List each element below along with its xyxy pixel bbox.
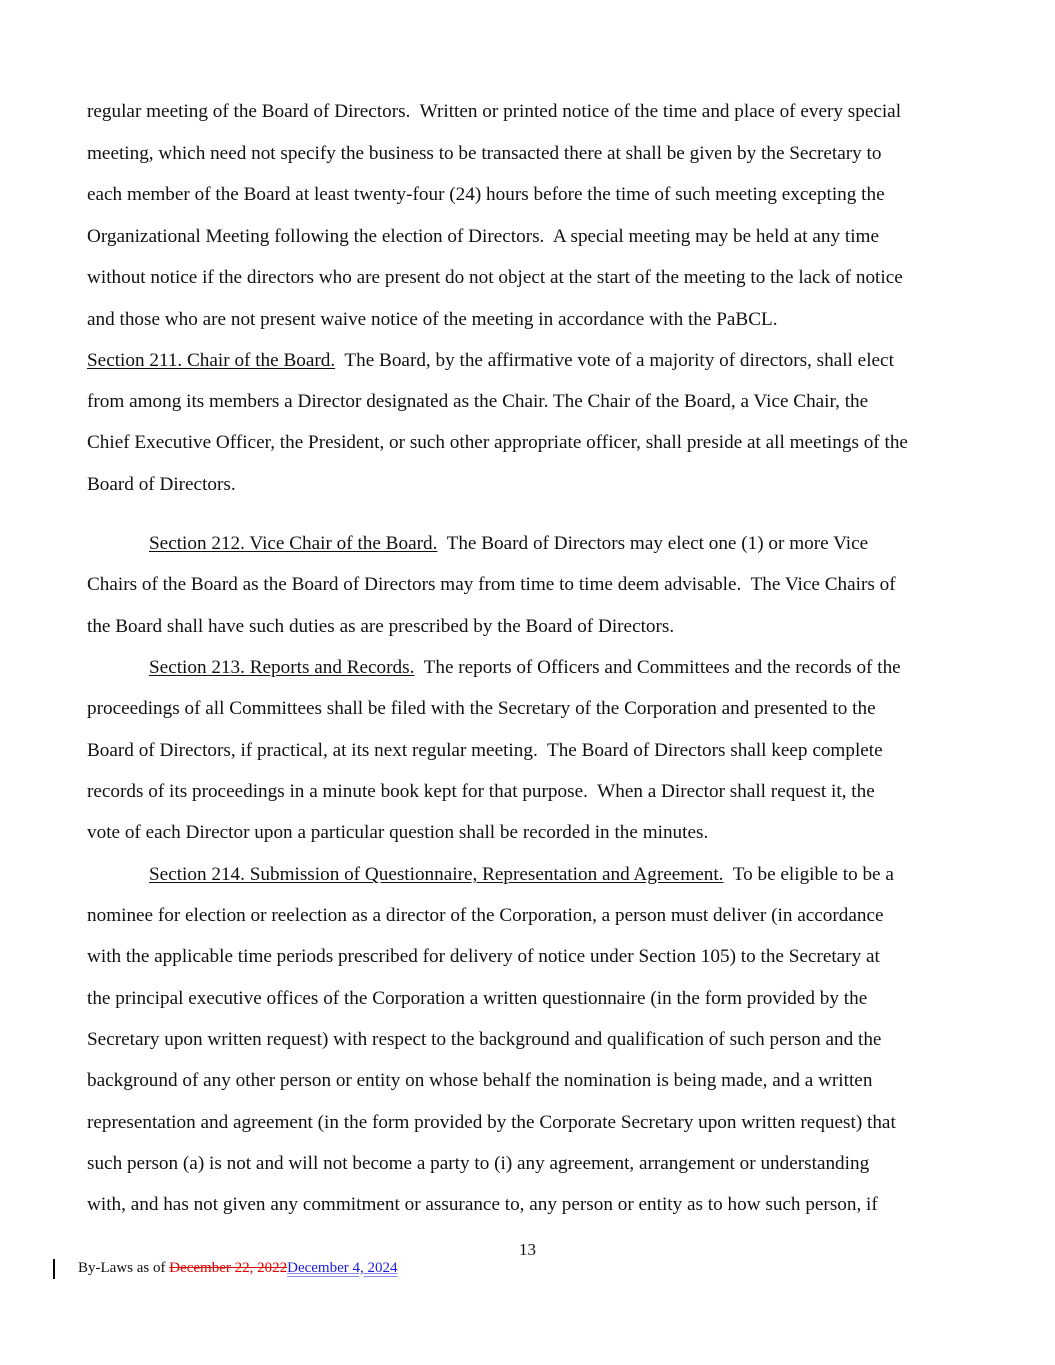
line-text: with the applicable time periods prescribed for delivery of notice under Section 105) to the Secretary at xyxy=(87,946,880,967)
line-text: To be eligible to be a xyxy=(723,864,894,885)
page-number: 13 xyxy=(519,1240,536,1259)
line-text: meeting, which need not specify the business to be transacted there at shall be given by the Secretary to xyxy=(87,143,882,164)
deleted-date: December 22, 2022 xyxy=(169,1260,288,1276)
line-text: the principal executive offices of the Corporation a written questionnaire (in the form provided by the xyxy=(87,988,868,1009)
line-text: with, and has not given any commitment or assurance to, any person or entity as to how such person, if xyxy=(87,1194,878,1215)
line-text: such person (a) is not and will not become a party to (i) any agreement, arrangement or understanding xyxy=(87,1153,870,1174)
line-text: Secretary upon written request) with respect to the background and qualification of such person and the xyxy=(87,1029,882,1050)
line-text: vote of each Director upon a particular question shall be recorded in the minutes. xyxy=(87,822,709,843)
line-text: records of its proceedings in a minute book kept for that purpose. When a Director shall request it, the xyxy=(87,781,875,802)
text-line xyxy=(87,615,674,639)
text-line xyxy=(87,780,875,804)
line-text: from among its members a Director designated as the Chair. The Chair of the Board, a Vice Chair, the xyxy=(87,391,869,412)
text-line xyxy=(87,473,236,497)
text-line xyxy=(87,697,876,721)
inserted-date: December 4, 2024 xyxy=(287,1260,398,1276)
line-text: regular meeting of the Board of Directors. Written or printed notice of the time and place of every special xyxy=(87,101,902,122)
text-line xyxy=(87,1028,881,1052)
text-line xyxy=(87,987,867,1011)
text-line xyxy=(87,266,903,290)
line-text: the Board shall have such duties as are prescribed by the Board of Directors. xyxy=(87,616,675,637)
text-line xyxy=(87,390,868,414)
text-line xyxy=(87,821,708,845)
text-line xyxy=(87,1111,896,1135)
footer-prefix: By-Laws as of xyxy=(78,1260,170,1276)
text-line xyxy=(87,739,883,763)
text-line xyxy=(87,945,880,969)
line-text: representation and agreement (in the form provided by the Corporate Secretary upon written request) that xyxy=(87,1112,896,1133)
text-line xyxy=(87,1193,878,1217)
line-text: Board of Directors. xyxy=(87,474,236,495)
text-line xyxy=(87,1152,869,1176)
section-paragraph-start xyxy=(149,656,901,680)
section-paragraph-start xyxy=(87,349,894,373)
text-line xyxy=(87,225,879,249)
line-text: Chairs of the Board as the Board of Directors may from time to time deem advisable. The Vice Chairs of xyxy=(87,574,896,595)
text-line xyxy=(87,100,901,124)
line-text: The reports of Officers and Committees and the records of the xyxy=(414,657,901,678)
text-line xyxy=(87,431,908,455)
text-line xyxy=(87,183,885,207)
line-text: nominee for election or reelection as a director of the Corporation, a person must deliver (in accordance xyxy=(87,905,884,926)
line-text: Organizational Meeting following the election of Directors. A special meeting may be held at any time xyxy=(87,226,879,247)
line-text: proceedings of all Committees shall be filed with the Secretary of the Corporation and presented to the xyxy=(87,698,876,719)
section-heading: Section 214. Submission of Questionnaire, Representation and Agreement. xyxy=(149,864,724,885)
section-heading: Section 212. Vice Chair of the Board. xyxy=(149,533,438,554)
line-text: without notice if the directors who are present do not object at the start of the meeting to the lack of notice xyxy=(87,267,903,288)
section-paragraph-start xyxy=(149,532,868,556)
text-line xyxy=(87,308,778,332)
section-heading: Section 211. Chair of the Board. xyxy=(87,350,336,371)
line-text: background of any other person or entity on whose behalf the nomination is being made, and a written xyxy=(87,1070,873,1091)
section-paragraph-start xyxy=(149,863,894,887)
text-line xyxy=(87,573,896,597)
text-line xyxy=(87,142,881,166)
line-text: The Board, by the affirmative vote of a majority of directors, shall elect xyxy=(335,350,894,371)
line-text: and those who are not present waive notice of the meeting in accordance with the PaBCL. xyxy=(87,309,778,330)
footer xyxy=(78,1260,398,1277)
line-text: The Board of Directors may elect one (1) or more Vice xyxy=(437,533,869,554)
text-line xyxy=(87,1069,872,1093)
line-text: Board of Directors, if practical, at its next regular meeting. The Board of Directors shall keep complete xyxy=(87,740,883,761)
revision-change-bar xyxy=(53,1259,55,1279)
line-text: Chief Executive Officer, the President, or such other appropriate officer, shall preside at all meetings of the xyxy=(87,432,908,453)
line-text: each member of the Board at least twenty-four (24) hours before the time of such meeting excepting the xyxy=(87,184,885,205)
text-line xyxy=(87,904,884,928)
section-heading: Section 213. Reports and Records. xyxy=(149,657,415,678)
